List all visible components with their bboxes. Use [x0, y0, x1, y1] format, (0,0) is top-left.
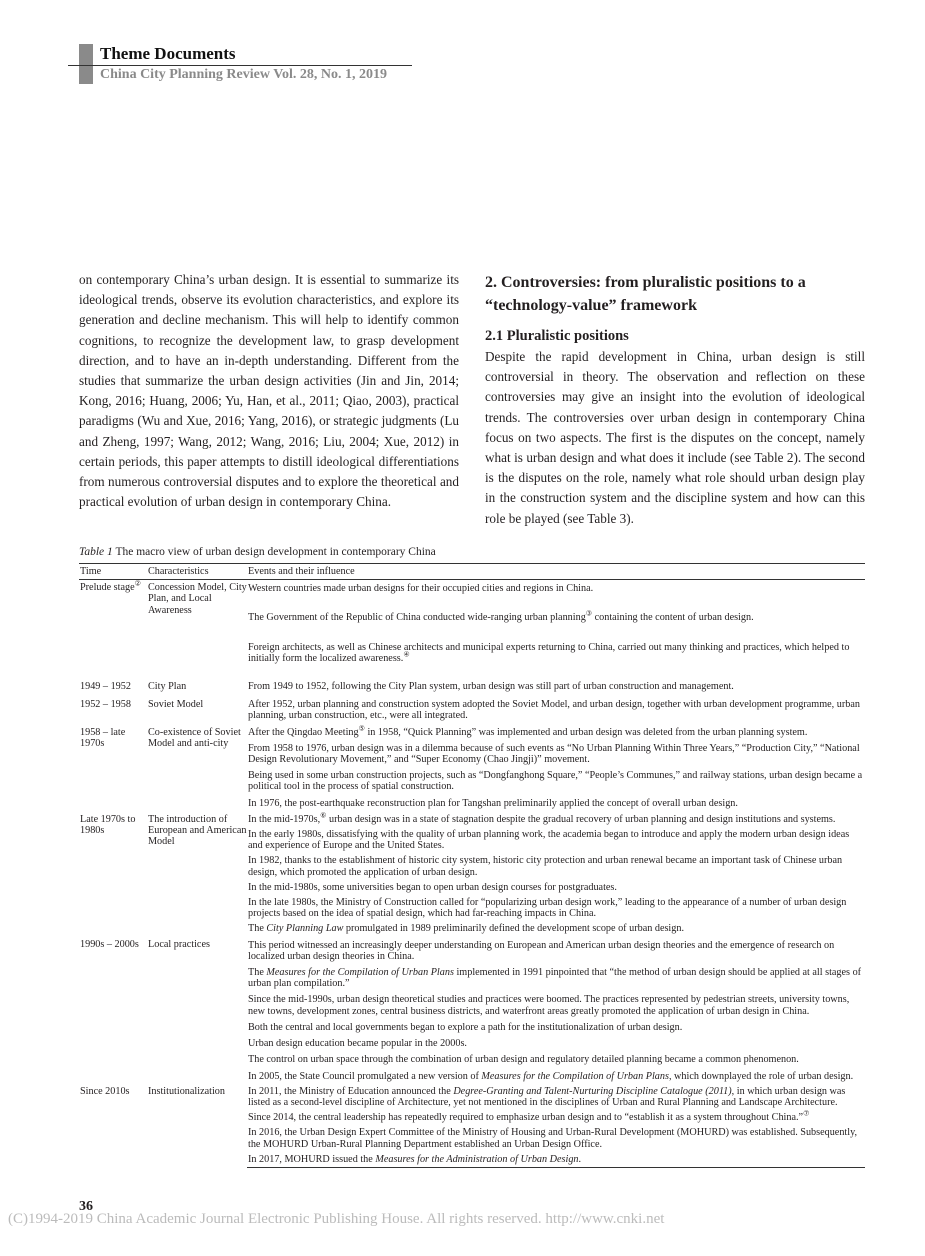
event-cell: In 1976, the post-earthquake reconstruction plan for Tangshan preliminarily applied the concept of overall urban design.	[248, 797, 738, 809]
journal-issue-info: China City Planning Review Vol. 28, No. 1, 2019	[100, 67, 388, 82]
event-cell: In the mid-1980s, some universities began to open urban design courses for postgraduates.	[248, 881, 617, 893]
period-time-cell: 1949 – 1952	[80, 681, 131, 693]
header-rule	[68, 65, 412, 66]
period-time-cell: Late 1970s to 1980s	[80, 813, 136, 837]
event-cell: From 1958 to 1976, urban design was in a dilemma because of such events as “No Urban Planning Within Three Years,” “Production City,” “National Design Revolutionary Movement,” and “Super Economy (Chao Jingji)” movement.	[248, 742, 860, 766]
event-cell: This period witnessed an increasingly deeper understanding on European and American urban design theories and the emergence of research on localized urban design theories in China.	[248, 939, 835, 962]
table-header-row	[79, 564, 865, 580]
event-cell: After 1952, urban planning and construction system adopted the Soviet Model, and urban design, together with urban development programme, urban planning, urban construction, etc., were all integrated.	[248, 699, 860, 722]
table-caption-text: The macro view of urban design development in contemporary China	[115, 546, 436, 558]
body-paragraph-right: Despite the rapid development in China, urban design is still controversial in theory. The observation and reflection on these controversies may give an insight into the evolution of ideological trends. The controversies over urban design in contemporary China focus on two aspects. The first is the disputes on the concept, namely what is urban design and what does it include (see Table 2). The second is the disputes on the role, namely what role should urban design play in the construction system and the discipline system and how can this role be played (see Table 3).	[485, 349, 865, 526]
col-header-characteristics: Characteristics	[147, 564, 247, 580]
event-cell: In the early 1980s, dissatisfying with the quality of urban planning work, the academia began to introduce and apply the modern urban design ideas and experience of Europe and the United States.	[248, 829, 850, 852]
event-cell: The Measures for the Compilation of Urban Plans implemented in 1991 pinpointed that “the method of urban design should be applied at all stages of urban plan compilation.”	[248, 967, 862, 990]
characteristics-cell: Local practices	[148, 938, 210, 950]
page-number: 36	[79, 1199, 93, 1214]
col-header-events: Events and their influence	[247, 564, 865, 580]
period-time-cell: Prelude stage②	[80, 579, 141, 594]
body-paragraph-left: on contemporary China’s urban design. It is essential to summarize its ideological trends, observe its evolution characteristics, and explore its generation and decline mechanism. This will help to identify common cognitions, to recognize the development law, to grasp development direction, and to have an in-depth understanding. Different from the studies that summarize the urban design activities (Jin and Jin, 2014; Kong, 2016; Huang, 2006; Yu, Han, et al., 2011; Qiao, 2003), practical paradigms (Wu and Xue, 2016; Yang, 2016), or strategic judgments (Lu and Zheng, 1997; Wang, 2012; Wang, 2016; Liu, 2004; Xue, 2012) in certain periods, this paper attempts to distill ideological differentiations from numerous controversial disputes and to explore the theoretical and practical evolution of urban design in contemporary China.	[79, 272, 459, 510]
table-row	[79, 937, 865, 964]
table-row	[79, 812, 865, 827]
characteristics-cell: Concession Model, City Plan, and Local Awareness	[148, 582, 247, 616]
characteristics-cell: Co-existence of Soviet Model and anti-city	[148, 726, 241, 749]
event-cell: In 2017, MOHURD issued the Measures for the Administration of Urban Design.	[247, 1152, 865, 1168]
table-row	[79, 580, 865, 610]
event-cell: The City Planning Law promulgated in 1989 preliminarily defined the development scope of urban design.	[248, 923, 684, 935]
event-cell: In 2005, the State Council promulgated a new version of Measures for the Compilation of Urban Plans, which downplayed the role of urban design.	[248, 1070, 854, 1082]
urban-design-timeline-table	[79, 563, 865, 1168]
table-row	[79, 697, 865, 724]
event-cell: Since the mid-1990s, urban design theoretical studies and practices were boomed. The practices represented by pedestrian streets, university towns, new towns, development zones, central business districts, and waterfront areas greatly promoted the application of urban design in China.	[248, 994, 850, 1017]
event-cell: The control on urban space through the combination of urban design and regulatory detailed planning became a common phenomenon.	[248, 1054, 799, 1066]
table-row	[79, 725, 865, 741]
section-heading: 2. Controversies: from pluralistic positions to a “technology-value” framework	[485, 274, 806, 314]
event-cell: Urban design education became popular in the 2000s.	[248, 1038, 467, 1050]
event-cell: In 2016, the Urban Design Expert Committee of the Ministry of Housing and Urban-Rural Development (MOHURD) was established. Subsequently, the MOHURD Urban-Rural Planning Department established an Urban Design Office.	[248, 1127, 858, 1150]
event-cell: In the late 1980s, the Ministry of Construction called for “popularizing urban design work,” leading to the appearance of a number of urban design projects based on the idea of spatial design, which had far-reaching impacts in China.	[248, 897, 847, 920]
event-cell: In 2011, the Ministry of Education announced the Degree-Granting and Talent-Nurturing Discipline Catalogue (2011), in which urban design was listed as a second-level discipline of Architecture, yet not mentioned in the disciplines of Urban and Rural Planning and Landscape Architecture.	[248, 1085, 846, 1108]
period-time-cell: Since 2010s	[80, 1085, 130, 1097]
period-time-cell: 1952 – 1958	[80, 699, 131, 711]
period-time-cell: 1958 – late 1970s	[80, 726, 126, 749]
event-cell: In 1982, thanks to the establishment of historic city system, historic city protection and urban renewal became an important task of Chinese urban design, which promoted the application of urban design.	[248, 855, 843, 878]
event-cell: Western countries made urban designs for their occupied cities and regions in China.	[248, 583, 594, 595]
event-cell: Since 2014, the central leadership has repeatedly required to emphasize urban design and to “establish it as a system throughout China.”⑦	[248, 1109, 810, 1124]
copyright-watermark: (C)1994-2019 China Academic Journal Electronic Publishing House. All rights reserved. http://www.cnki.net	[8, 1211, 665, 1227]
journal-section-title: Theme Documents	[100, 44, 236, 63]
event-cell: The Government of the Republic of China conducted wide-ranging urban planning③ containing the content of urban design.	[248, 610, 754, 624]
header-accent-bar	[79, 44, 93, 84]
event-cell: In the mid-1970s,⑥ urban design was in a state of stagnation despite the gradual recovery of urban planning and design institutions and systems.	[248, 811, 836, 825]
table-row	[79, 679, 865, 697]
characteristics-cell: Institutionalization	[148, 1085, 225, 1097]
characteristics-cell: The introduction of European and American Model	[148, 813, 247, 848]
event-cell: Being used in some urban construction projects, such as “Dongfanghong Square,” “People’s Communes,” and railway stations, urban design became a political tool in the process of spatial construction.	[248, 770, 863, 793]
period-time-cell: 1990s – 2000s	[80, 938, 139, 950]
subsection-heading: 2.1 Pluralistic positions	[485, 328, 629, 344]
event-cell: Both the central and local governments began to explore a path for the institutionalization of urban design.	[248, 1021, 683, 1033]
event-cell: From 1949 to 1952, following the City Plan system, urban design was still part of urban construction and management.	[248, 681, 734, 693]
event-cell: Foreign architects, as well as Chinese architects and municipal experts returning to China, carried out many thinking and practices, which helped to initially form the localized awareness.④	[248, 641, 850, 664]
table-caption	[79, 546, 436, 558]
col-header-time: Time	[79, 564, 147, 580]
characteristics-cell: Soviet Model	[148, 699, 204, 711]
table-row	[79, 1084, 865, 1110]
table-caption-label: Table 1	[79, 546, 113, 558]
characteristics-cell: City Plan	[148, 681, 187, 693]
event-cell: After the Qingdao Meeting⑤ in 1958, “Quick Planning” was implemented and urban design was deleted from the urban planning system.	[248, 724, 808, 738]
